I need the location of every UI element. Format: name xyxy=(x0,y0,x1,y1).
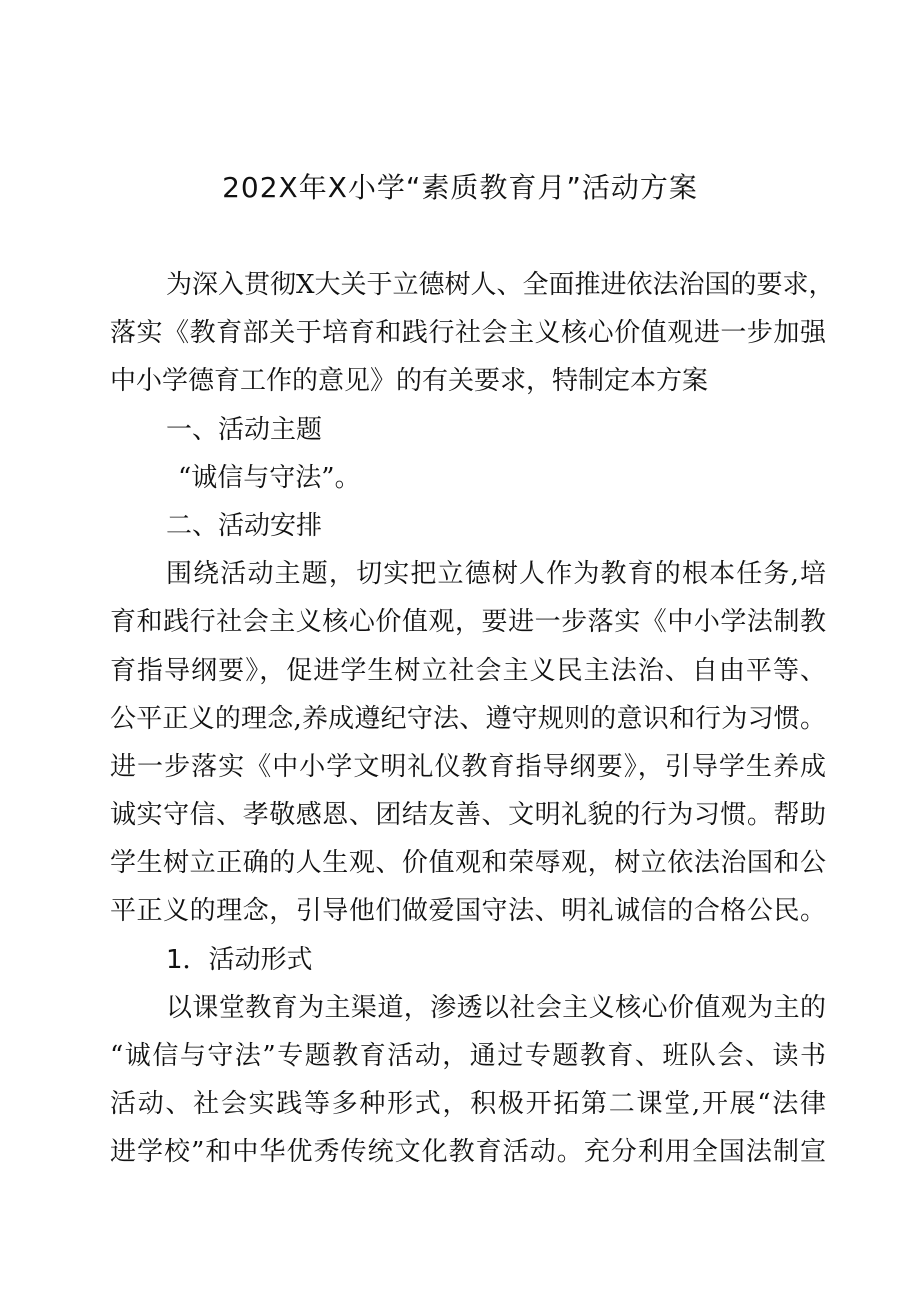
paragraph-line: 中小学德育工作的意见》的有关要求，特制定本方案 xyxy=(110,366,709,397)
paragraph-line: “诚信与守法”专题教育活动，通过专题教育、班队会、读书 xyxy=(110,1041,826,1071)
paragraph-line: 为深入贯彻X大关于立德树人、全面推进依法治国的要求， xyxy=(166,270,835,300)
paragraph-line: 育和践行社会主义核心价值观，要进一步落实《中小学法制教 xyxy=(110,607,826,638)
paragraph-line: 落实《教育部关于培育和践行社会主义核心价值观进一步加强 xyxy=(110,318,826,349)
paragraph-line: 诚实守信、孝敬感恩、团结友善、文明礼貌的行为习惯。帮助 xyxy=(110,800,826,831)
paragraph-line: 进一步落实《中小学文明礼仪教育指导纲要》，引导学生养成 xyxy=(110,751,826,782)
paragraph-line: 进学校”和中华优秀传统文化教育活动。充分利用全国法制宣 xyxy=(110,1137,826,1168)
paragraph-line: 公平正义的理念,养成遵纪守法、遵守规则的意识和行为习惯。 xyxy=(110,703,826,734)
paragraph-line: 学生树立正确的人生观、价值观和荣辱观，树立依法治国和公 xyxy=(110,848,826,879)
document-title: 202X年X小学“素质教育月”活动方案 xyxy=(222,171,698,204)
subsection-heading-format: 1．活动形式 xyxy=(166,944,313,975)
document-body xyxy=(110,261,835,1177)
paragraph-line: 育指导纲要》，促进学生树立社会主义民主法治、自由平等、 xyxy=(110,655,826,686)
paragraph-line: 围绕活动主题，切实把立德树人作为教育的根本任务,培 xyxy=(166,559,826,590)
paragraph-line: 平正义的理念，引导他们做爱国守法、明礼诚信的合格公民。 xyxy=(110,896,826,927)
theme-text: “诚信与守法”。 xyxy=(178,462,361,493)
paragraph-line: 活动、社会实践等多种形式，积极开拓第二课堂,开展“法律 xyxy=(110,1089,826,1120)
section-heading-theme: 一、活动主题 xyxy=(166,414,323,445)
paragraph-line: 以课堂教育为主渠道，渗透以社会主义核心价值观为主的 xyxy=(166,992,826,1023)
section-heading-arrangement: 二、活动安排 xyxy=(166,510,323,541)
